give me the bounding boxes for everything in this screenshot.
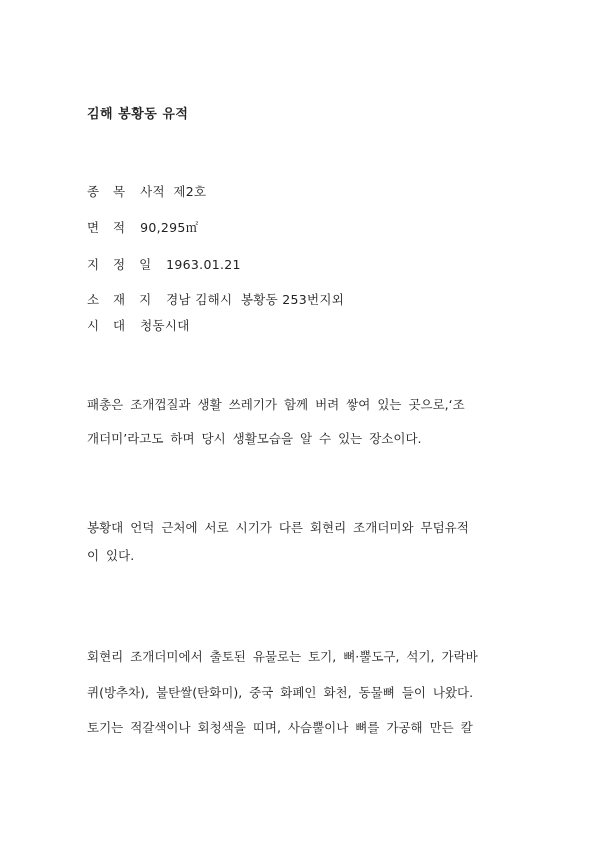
paragraph-1-line-1: 패총은 조개껍질과 생활 쓰레기가 함께 버려 쌓여 있는 곳으로,‘조 — [87, 397, 465, 412]
meta-location-label: 소 재 지 — [87, 292, 157, 307]
paragraph-1-line-2: 개더미’라고도 하며 당시 생활모습을 알 수 있는 장소이다. — [87, 431, 422, 446]
paragraph-3-line-2: 퀴(방추차), 불탄쌀(탄화미), 중국 화폐인 화천, 동물뼈 들이 나왔다. — [87, 685, 474, 700]
meta-designated-label: 지 정 일 — [87, 257, 157, 272]
paragraph-2-line-2: 이 있다. — [87, 548, 135, 563]
meta-area-value: 90,295㎡ — [140, 220, 199, 235]
meta-category-value: 사적 제2호 — [140, 184, 207, 199]
page-title: 김해 봉황동 유적 — [87, 107, 189, 122]
meta-designated — [87, 255, 241, 273]
paragraph-3-line-3: 토기는 적갈색이나 회청색을 띠며, 사슴뿔이나 뼈를 가공해 만든 칼 — [87, 720, 473, 735]
meta-era-label: 시 대 — [87, 318, 131, 333]
meta-location — [87, 290, 344, 308]
meta-designated-value: 1963.01.21 — [166, 257, 241, 272]
paragraph-2-line-1: 봉황대 언덕 근처에 서로 시기가 다른 회현리 조개더미와 무덤유적 — [87, 520, 469, 535]
meta-era-value: 청동시대 — [140, 318, 190, 333]
paragraph-3-line-1: 회현리 조개더미에서 출토된 유물로는 토기, 뼈·뿔도구, 석기, 가락바 — [87, 649, 478, 664]
meta-category-label: 종 목 — [87, 184, 131, 199]
meta-location-value: 경남 김해시 봉황동 253번지외 — [166, 292, 345, 307]
meta-category — [87, 182, 206, 200]
meta-era — [87, 316, 190, 334]
meta-area-label: 면 적 — [87, 220, 131, 235]
meta-area — [87, 218, 198, 236]
